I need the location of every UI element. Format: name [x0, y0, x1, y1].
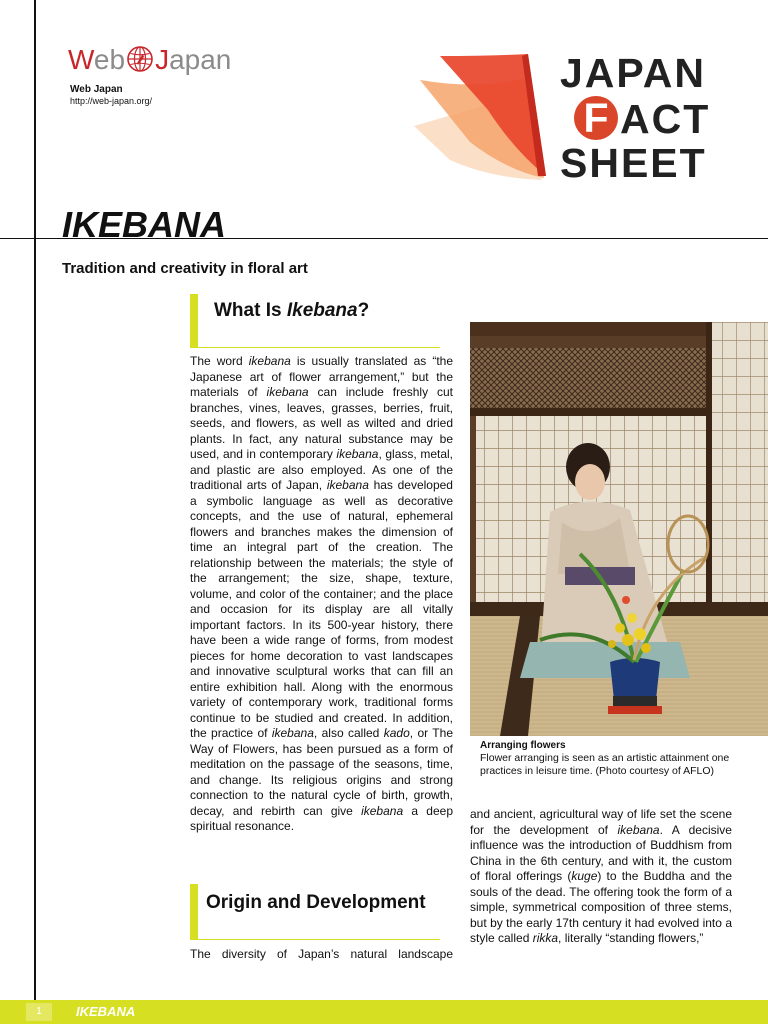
section-underline [190, 347, 440, 348]
fan-graphic [410, 50, 550, 185]
page-subtitle: Tradition and creativity in floral art [62, 260, 308, 277]
photo-caption: Flower arranging is seen as an artistic attainment one practices in leisure time. (Photo courtesy of AFLO) [480, 752, 730, 777]
section-accent-bar [190, 294, 198, 348]
page-number: 1 [26, 1003, 52, 1021]
body-paragraph-what-is: The word ikebana is usually translated as “the Japanese art of flower arrangement,” but the materials of ikebana can include freshly cut branches, vines, leaves, grasses, berries, fruit, seeds, and flowers, as well as wilted and dried plants. In fact, any natural substance may be used, and in contemporary ikebana, glass, metal, and plastic are also employed. As one of the traditional arts of Japan, ikebana has developed a symbolic language as well as decorative concepts, and the use of natural, ephemeral flowers and branches makes the dimension of time an integral part of the creation. The relationship between the materials; the style of the arrangement; the size, shape, texture, volume, and color of the container; and the place and occasion for its display are all vitally important factors. In its 500-year history, there have been a wide range of forms, from modest pieces for home decoration to vast landscapes and innovative sculptural works that can fill an entire exhibition hall. Along with the enormous variety of contemporary work, traditional forms continue to be studied and created. In addition, the practice of ikebana, also called kado, or The Way of Flowers, has been pursued as a form of meditation on the passage of the seasons, time, and change. Its religious origins and strong connection to the natural cycle of birth, growth, decay, and rebirth can give ikebana a deep spiritual resonance. [190, 354, 454, 833]
page-title: IKEBANA [62, 204, 227, 245]
body-paragraph-origin-continued: and ancient, agricultural way of life set the scene for the development of ikebana. A decisive influence was the introduction of Buddhism from China in the 6th century, and with it, the custom of floral offerings (kuge) to the Buddha and the souls of the dead. The offering took the form of a simple, symmetrical composition of three stems, but by the early 17th century it had evolved into a style called rikka, literally “standing flowers,” [470, 807, 732, 945]
factsheet-line-fact: F ACT [574, 96, 710, 143]
site-url-link[interactable]: http://web-japan.org/ [70, 96, 153, 106]
body-paragraph-origin-start: The diversity of Japan’s natural landscape [190, 947, 453, 961]
section-heading-text: What Is Ikebana? [214, 300, 370, 321]
globe-icon [126, 45, 154, 73]
photo-caption-title: Arranging flowers [480, 740, 566, 751]
web-japan-logo[interactable] [68, 44, 258, 80]
ikebana-photo [470, 322, 768, 736]
section-underline [190, 939, 440, 940]
factsheet-line-japan: JAPAN [560, 50, 706, 96]
left-vertical-rule [34, 0, 36, 1024]
section-heading-origin [190, 884, 440, 940]
factsheet-line-sheet: SHEET [560, 140, 707, 186]
section-heading-what-is [190, 294, 440, 348]
site-name: Web Japan [70, 84, 123, 95]
section-accent-bar [190, 884, 198, 940]
section-heading-text: Origin and Development [206, 892, 426, 913]
footer-title: IKEBANA [76, 1004, 136, 1019]
logo-wordmark: Web Japan [68, 44, 232, 75]
factsheet-f-circle: F [574, 96, 618, 140]
